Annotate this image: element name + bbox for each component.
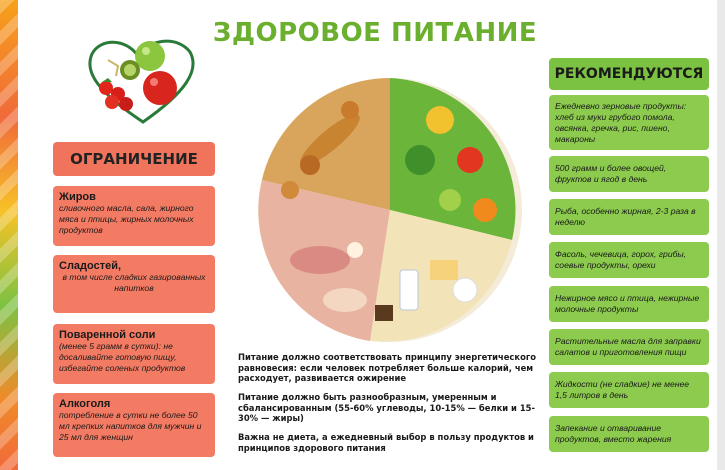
- recommended-item: Нежирное мясо и птица, нежирные молочные продукты: [549, 286, 709, 322]
- recommended-header: РЕКОМЕНДУЮТСЯ: [549, 58, 709, 90]
- heart-fruit-icon: [78, 30, 208, 130]
- recommended-item: Жидкости (не сладкие) не менее 1,5 литров в день: [549, 372, 709, 408]
- food-plate-icon: [250, 70, 530, 350]
- recommended-item: Фасоль, чечевица, горох, грибы, соевые продукты, орехи: [549, 242, 709, 278]
- recommended-item: Ежедневно зерновые продукты: хлеб из муки грубого помола, овсянка, гречка, рис, пшено, макароны: [549, 95, 709, 150]
- restriction-salt: [53, 324, 215, 384]
- recommended-item: Запекание и отваривание продуктов, вместо жарения: [549, 416, 709, 452]
- page-title: ЗДОРОВОЕ ПИТАНИЕ: [212, 18, 538, 48]
- restriction-detail: (менее 5 грамм в сутки): не досаливайте готовую пищу, избегайте соленых продуктов: [59, 341, 186, 373]
- restriction-sweets: [53, 255, 215, 313]
- restriction-title: Сладостей,: [59, 260, 122, 272]
- recommended-item: 500 грамм и более овощей, фруктов и ягод в день: [549, 156, 709, 192]
- recommended-item: Рыба, особенно жирная, 2-3 раза в неделю: [549, 199, 709, 235]
- restriction-title: Поваренной соли: [59, 329, 156, 341]
- right-edge-border: [717, 0, 725, 470]
- paragraph-energy-balance: Питание должно соответствовать принципу энергетического равновесия: если человек потребляет больше калорий, чем расходует, развивается ожирение: [238, 352, 536, 383]
- paragraph-daily-choice: Важна не диета, а ежедневный выбор в пользу продуктов и принципов здорового питания: [238, 432, 534, 453]
- restriction-fats: [53, 186, 215, 246]
- restriction-detail: потребление в сутки не более 50 мл крепких напитков для мужчин и 25 мл для женщин: [59, 410, 202, 442]
- restriction-title: Алкоголя: [59, 398, 111, 410]
- restriction-title: Жиров: [59, 191, 96, 203]
- restriction-detail: сливочного масла, сала, жирного мяса и птицы, жирных молочных продуктов: [59, 203, 194, 235]
- paragraph-balanced-diet: Питание должно быть разнообразным, умеренным и сбалансированным (55-60% углеводы, 10-15% — белки и 15-30% — жиры): [238, 392, 535, 423]
- recommended-item: Растительные масла для заправки салатов и приготовления пищи: [549, 329, 709, 365]
- decorative-left-strip: [0, 0, 18, 470]
- restrictions-header: ОГРАНИЧЕНИЕ: [53, 142, 215, 176]
- restriction-detail: в том числе сладких газированных напитков: [62, 272, 206, 293]
- restriction-alcohol: [53, 393, 215, 457]
